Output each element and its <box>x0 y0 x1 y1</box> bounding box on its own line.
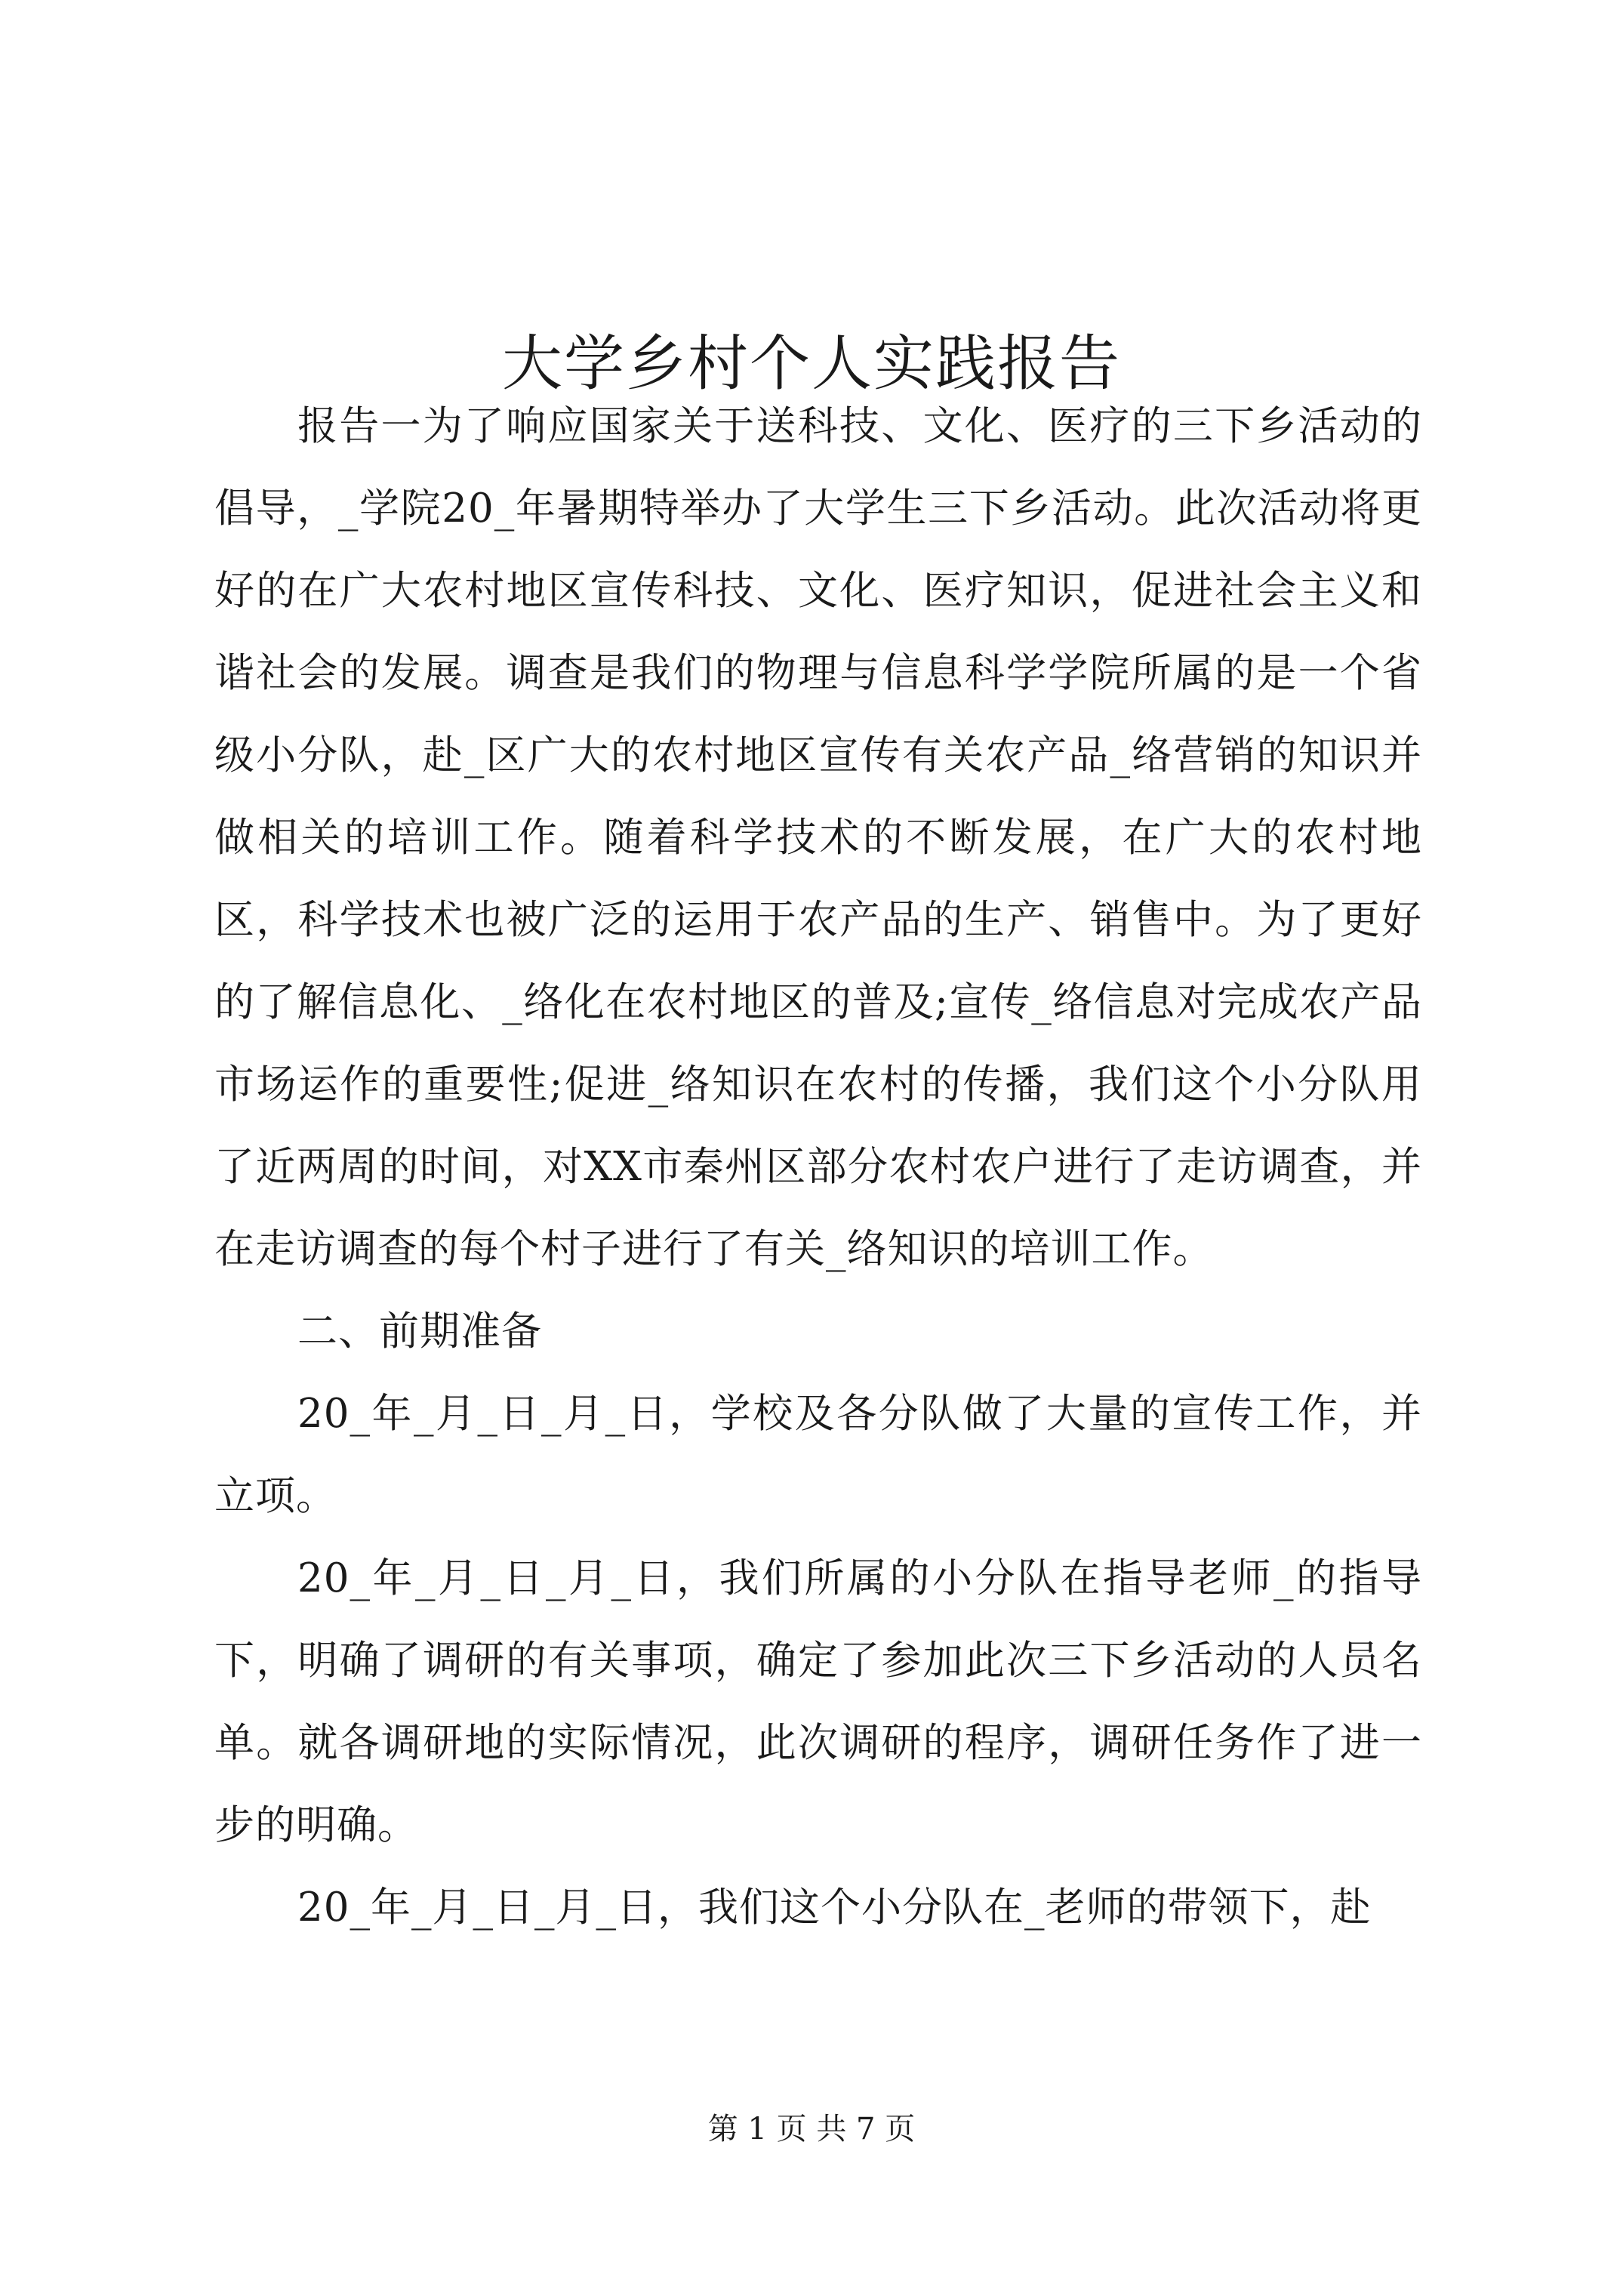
page-number-footer: 第 1 页 共 7 页 <box>707 2112 916 2147</box>
paragraph-preparation-1: 20_年_月_日_月_日，学校及各分队做了大量的宣传工作，并立项。 <box>214 1391 1422 1519</box>
document-title: 大学乡村个人实践报告 <box>502 328 1121 399</box>
paragraph-preparation-2: 20_年_月_日_月_日，我们所属的小分队在指导老师_的指导下，明确了调研的有关事项，确定了参加此次三下乡活动的人员名单。就各调研地的实际情况，此次调研的程序，调研任务作了进一步的明确。 <box>214 1555 1422 1848</box>
paragraph-preparation-3: 20_年_月_日_月_日，我们这个小分队在_老师的带领下，赴 <box>297 1885 1372 1931</box>
paragraph-intro: 报告一为了响应国家关于送科技、文化、医疗的三下乡活动的倡导，_学院20_年暑期特举办了大学生三下乡活动。此次活动将更好的在广大农村地区宣传科技、文化、医疗知识，促进社会主义和谐社会的发展。调查是我们的物理与信息科学学院所属的是一个省级小分队，赴_区广大的农村地区宣传有关农产品_络营销的知识并做相关的培训工作。随着科学技术的不断发展，在广大的农村地区，科学技术也被广泛的运用于农产品的生产、销售中。为了更好的了解信息化、_络化在农村地区的普及;宣传_络信息对完成农产品市场运作的重要性;促进_络知识在农村的传播，我们这个小分队用了近两周的时间，对XX市秦州区部分农村农户进行了走访调查，并在走访调查的每个村子进行了有关_络知识的培训工作。 <box>214 403 1422 1272</box>
section-heading-preparation: 二、前期准备 <box>297 1308 542 1354</box>
document-body <box>214 385 1422 1949</box>
